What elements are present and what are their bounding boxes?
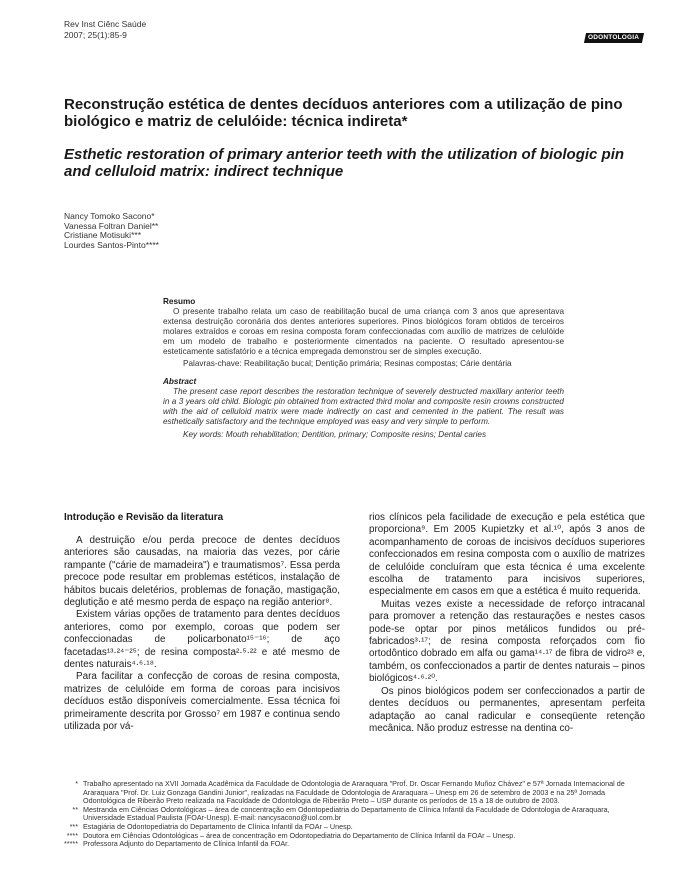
- footnote-mark: **: [72, 804, 78, 814]
- body-paragraph: rios clínicos pela facilidade de execução e pela estética que proporciona⁹. Em 2005 Kupietzky et al.¹⁰, após 3 anos de acompanhamento de coroas de incisivos decíduos superiores confeccionados em resina composta com o auxílio de matrizes de celulóide concluíram que esta técnica é uma excelente escolha de tratamento para incisivos superiores, especialmente em casos em que a estética é muito requerida.: [369, 512, 645, 598]
- footnote-text: Mestranda em Ciências Odontológicas – área de concentração em Odontopediatria do Departamento de Clínica Infantil da Faculdade de Odontologia de Araraquara, Universidade Estadual Paulista (FOAr-Unesp). E-mail: nancysacono@uol.com.br: [83, 804, 610, 823]
- resumo-text: O presente trabalho relata um caso de reabilitação bucal de uma criança com 3 anos que apresentava extensa destruição coronária dos dentes anteriores superiores. Pinos biológicos foram obtidos de terceiros molares extraídos e coroas em resina composta foram confeccionadas com auxílio de matrizes de celulóide em um modelo de trabalho e posteriormente cimentados na paciente. O resultado apresentou-se esteticamente satisfatório e a técnica empregada demonstrou ser de simples execução.: [163, 306, 564, 356]
- author: Lourdes Santos-Pinto****: [64, 239, 159, 250]
- abstract-block: [163, 297, 564, 440]
- journal-citation: 2007; 25(1):85-9: [64, 29, 127, 40]
- resumo-keywords: Palavras-chave: Reabilitação bucal; Dentição primária; Resinas compostas; Cárie dentária: [183, 359, 512, 369]
- abstract-text: The present case report describes the restoration technique of severely destructed maxillary anterior teeth in a 3 years old child. Biologic pin obtained from extracted third molar and composite resin crowns constructed with the aid of celluloid matrix were made indirectly on cast and cemented in the patient. The result was esthetically satisfactory and the technique employed was easy and very simple to perform.: [163, 387, 564, 426]
- body-paragraph: Muitas vezes existe a necessidade de reforço intracanal para promover a retenção das restaurações e nestes casos pode-se optar por pinos metálicos fundidos ou pré-fabricados³·¹⁷; de resina composta reforçados com fio ortodôntico dobrado em alfa ou gama¹⁴·¹⁷ de fibra de vidro²³ e, também, os confeccionados a partir de dentes naturais – pinos biológicos⁴·⁶·²⁰.: [369, 598, 645, 685]
- body-paragraph: Existem várias opções de tratamento para dentes decíduos anteriores, como por exemplo, coroas que podem ser confeccionadas de policarbonato¹⁵⁻¹⁶; de aço facetadas¹³·²⁴⁻²⁵; de resina composta²·⁵·²² e até mesmo de dentes naturais⁴·⁶·¹⁸.: [64, 609, 340, 671]
- footnote-mark: *: [75, 779, 78, 788]
- footnote-text: Estagiária de Odontopediatria do Departamento de Clínica Infantil da FOAr – Unesp.: [83, 821, 353, 831]
- footnote-text: Trabalho apresentado na XVII Jornada Acadêmica da Faculdade de Odontologia de Araraquara "Prof. Dr. Oscar Fernando Muñoz Chávez" e 57ª Jornada Internacional de Araraquara "Prof. Dr. Luiz Gonzaga Gandini Junior", realizadas na Faculdade de Odontologia de Araraquara – Unesp em 26 de setembro de 2003 e na 25ª Jornada Odontológica de Ribeirão Preto realizada na Faculdade de Odontologia de Ribeirão Preto – USP durante os períodos de 15 a 18 de outubro de 2003.: [83, 779, 625, 806]
- body-column-right: [369, 512, 645, 735]
- footnote: [64, 806, 640, 823]
- footnote-text: Professora Adjunto do Departamento de Clínica Infantil da FOAr.: [83, 839, 290, 849]
- section-heading: Introdução e Revisão da literatura: [64, 512, 224, 523]
- title-english: Esthetic restoration of primary anterior teeth with the utilization of biologic pin and celluloid matrix: indirect technique: [64, 146, 625, 180]
- footnote: [64, 780, 640, 806]
- body-paragraph: Para facilitar a confecção de coroas de resina composta, matrizes de celulóide em forma de coroas para incisivos decíduos estão disponíveis comercialmente. Essa técnica foi primeiramente descrita por Grosso⁷ em 1987 e continua sendo utilizada por vá-: [64, 671, 340, 733]
- body-paragraph: A destruição e/ou perda precoce de dentes decíduos anteriores são causadas, na maioria das vezes, por cárie rampante ("cárie de mamadeira") e traumatismos⁷. Essa perda precoce pode resultar em problemas estéticos, instalação de hábitos bucais deletérios, problemas de fonação, mastigação, deglutição e até mesmo perda de espaço na região anterior⁸.: [64, 535, 340, 609]
- journal-name: Rev Inst Ciênc Saúde: [64, 19, 147, 29]
- footnote-mark: ****: [66, 830, 78, 840]
- author: Vanessa Foltran Daniel**: [64, 220, 159, 231]
- footnote: [64, 840, 640, 849]
- body-column-left: [64, 512, 340, 734]
- journal-header: [64, 19, 146, 40]
- abstract-heading: Abstract: [163, 377, 197, 387]
- author: Nancy Tomoko Sacono*: [64, 211, 155, 221]
- author-list: [64, 212, 159, 250]
- footnote-text: Doutora em Ciências Odontológicas – área de concentração em Odontopediatria do Departamento de Clínica Infantil da FOAr – Unesp.: [83, 830, 516, 840]
- footnote-mark: *****: [64, 839, 78, 849]
- title-portuguese: Reconstrução estética de dentes decíduos anteriores com a utilização de pino biológico e matriz de celulóide: técnica indireta*: [64, 96, 623, 130]
- resumo-heading: Resumo: [163, 297, 196, 306]
- footnotes: [64, 780, 640, 849]
- author: Cristiane Motisuki***: [64, 230, 141, 240]
- abstract-keywords: Key words: Mouth rehabilitation; Dentition, primary; Composite resins; Dental caries: [183, 429, 487, 439]
- section-tag-label: ODONTOLOGIA: [588, 34, 640, 41]
- footnote-mark: ***: [69, 821, 78, 831]
- section-tag: [584, 33, 644, 43]
- body-paragraph: Os pinos biológicos podem ser confeccionados a partir de dentes decíduos ou permanentes, apresentam perfeita adaptação ao canal radicular e conseqüente retenção mecânica. Não produz estresse na dentina co-: [369, 685, 645, 734]
